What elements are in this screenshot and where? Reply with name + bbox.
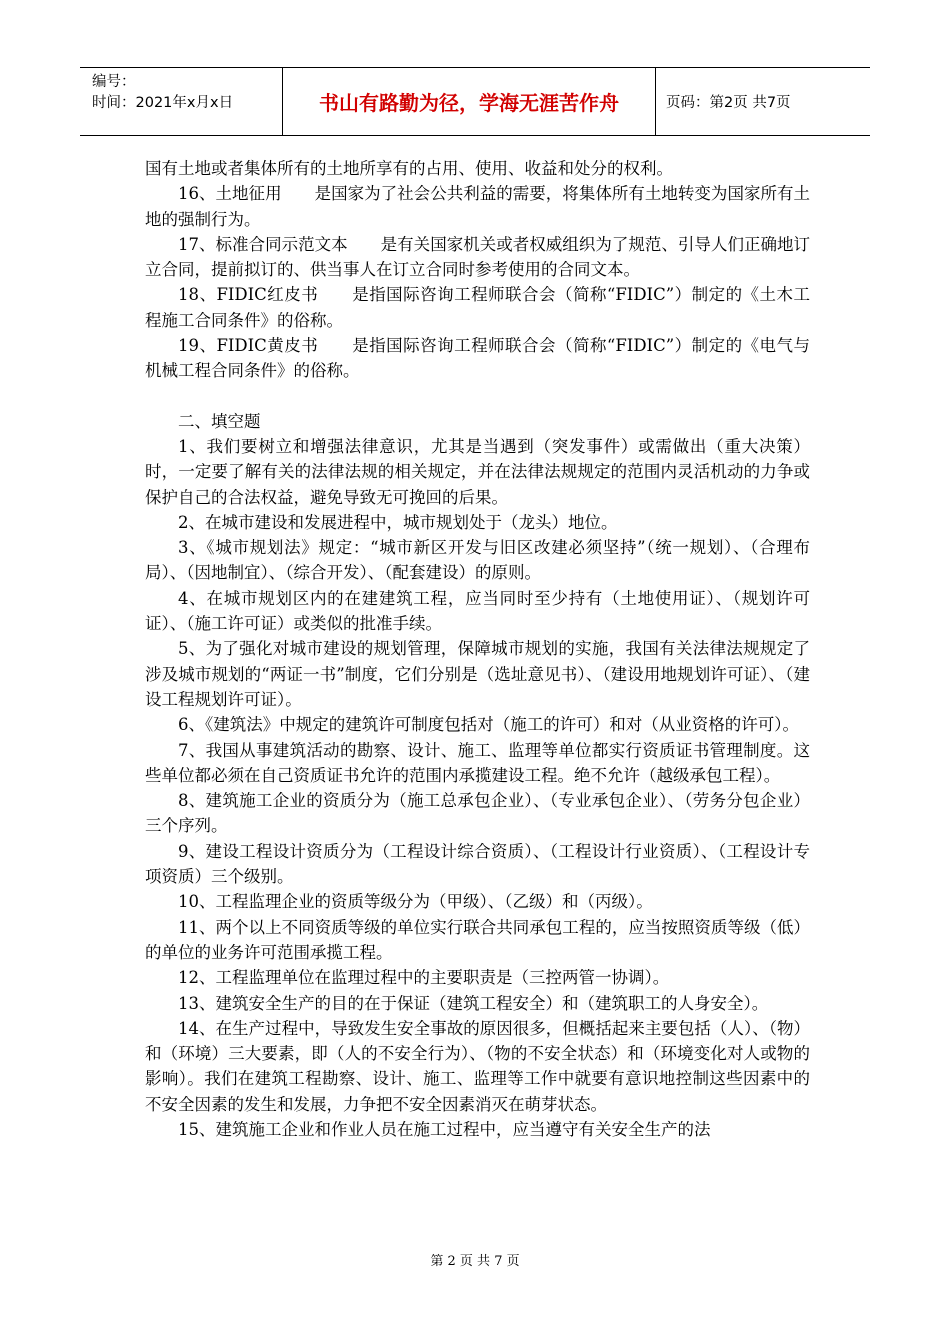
fill-blank-item: 15、建筑施工企业和作业人员在施工过程中，应当遵守有关安全生产的法	[178, 1119, 711, 1139]
definition-item: 18、FIDIC红皮书 是指国际咨询工程师联合会（简称“FIDIC”）制定的《土木工程施工合同条件》的俗称。	[145, 285, 810, 330]
fill-blank-item: 1、我们要树立和增强法律意识，尤其是当遇到（突发事件）或需做出（重大决策）时，一定要了解有关的法律法规的相关规定，并在法律法规规定的范围内灵活机动的力争或保护自己的合法权益，避免导致无可挽回的后果。	[145, 436, 810, 507]
fill-blank-item: 7、我国从事建筑活动的勘察、设计、施工、监理等单位都实行资质证书管理制度。这些单位都必须在自己资质证书允许的范围内承揽建设工程。绝不允许（越级承包工程）。	[145, 740, 810, 785]
fill-blank-item: 10、工程监理企业的资质等级分为（甲级）、（乙级）和（丙级）。	[178, 892, 653, 912]
section-title: 二、填空题	[178, 411, 261, 431]
fill-blank-item: 9、建设工程设计资质分为（工程设计综合资质）、（工程设计行业资质）、（工程设计专项资质）三个级别。	[145, 841, 810, 887]
header-motto: 书山有路勤为径，学海无涯苦作舟	[283, 68, 656, 135]
definition-item: 19、FIDIC黄皮书 是指国际咨询工程师联合会（简称“FIDIC”）制定的《电气与机械工程合同条件》的俗称。	[145, 336, 810, 381]
continued-paragraph: 国有土地或者集体所有的土地所享有的占用、使用、收益和处分的权利。	[145, 159, 673, 178]
fill-blank-item: 8、建筑施工企业的资质分为（施工总承包企业）、（专业承包企业）、（劳务分包企业）三个序列。	[145, 791, 810, 836]
header-meta	[80, 68, 283, 135]
page-header	[80, 67, 870, 136]
fill-blank-item: 3、《城市规划法》规定：“城市新区开发与旧区改建必须坚持”（统一规划）、（合理布局）、（因地制宜）、（综合开发）、（配套建设）的原则。	[145, 538, 810, 583]
fill-blank-item: 11、两个以上不同资质等级的单位实行联合共同承包工程的，应当按照资质等级（低）的单位的业务许可范围承揽工程。	[145, 917, 810, 962]
fill-blank-item: 5、为了强化对城市建设的规划管理，保障城市规划的实施，我国有关法律法规规定了涉及城市规划的“两证一书”制度，它们分别是（选址意见书）、（建设用地规划许可证）、（建设工程规划许可证）。	[145, 639, 810, 709]
doc-time-label: 时间：2021年x月x日	[92, 95, 234, 111]
fill-blank-item: 14、在生产过程中，导致发生安全事故的原因很多，但概括起来主要包括（人）、（物）和（环境）三大要素，即（人的不安全行为）、（物的不安全状态）和（环境变化对人或物的影响）。我们在建筑工程勘察、设计、施工、监理等工作中就要有意识地控制这些因素中的不安全因素的发生和发展，力争把不安全因素消灭在萌芽状态。	[145, 1018, 810, 1114]
fill-blank-item: 2、在城市建设和发展进程中，城市规划处于（龙头）地位。	[178, 512, 618, 532]
fill-blank-item: 12、工程监理单位在监理过程中的主要职责是（三控两管一协调）。	[178, 968, 670, 988]
definition-item: 16、土地征用 是国家为了社会公共利益的需要，将集体所有土地转变为国家所有土地的强制行为。	[145, 184, 810, 229]
definition-item: 17、标准合同示范文本 是有关国家机关或者权威组织为了规范、引导人们正确地订立合同，提前拟订的、供当事人在订立合同时参考使用的合同文本。	[145, 234, 810, 280]
fill-blank-item: 13、建筑安全生产的目的在于保证（建筑工程安全）和（建筑职工的人身安全）。	[178, 993, 769, 1013]
doc-number-label: 编号：	[92, 74, 136, 90]
fill-blank-item: 6、《建筑法》中规定的建筑许可制度包括对（施工的许可）和对（从业资格的许可）。	[178, 715, 799, 735]
header-page-number: 页码：第2页 共7页	[666, 95, 791, 111]
document-body	[145, 156, 810, 1142]
spacer	[145, 384, 810, 409]
fill-blank-item: 4、在城市规划区内的在建建筑工程，应当同时至少持有（土地使用证）、（规划许可证）、（施工许可证）或类似的批准手续。	[145, 588, 810, 634]
page-footer: 第 2 页 共 7 页	[430, 1254, 520, 1269]
